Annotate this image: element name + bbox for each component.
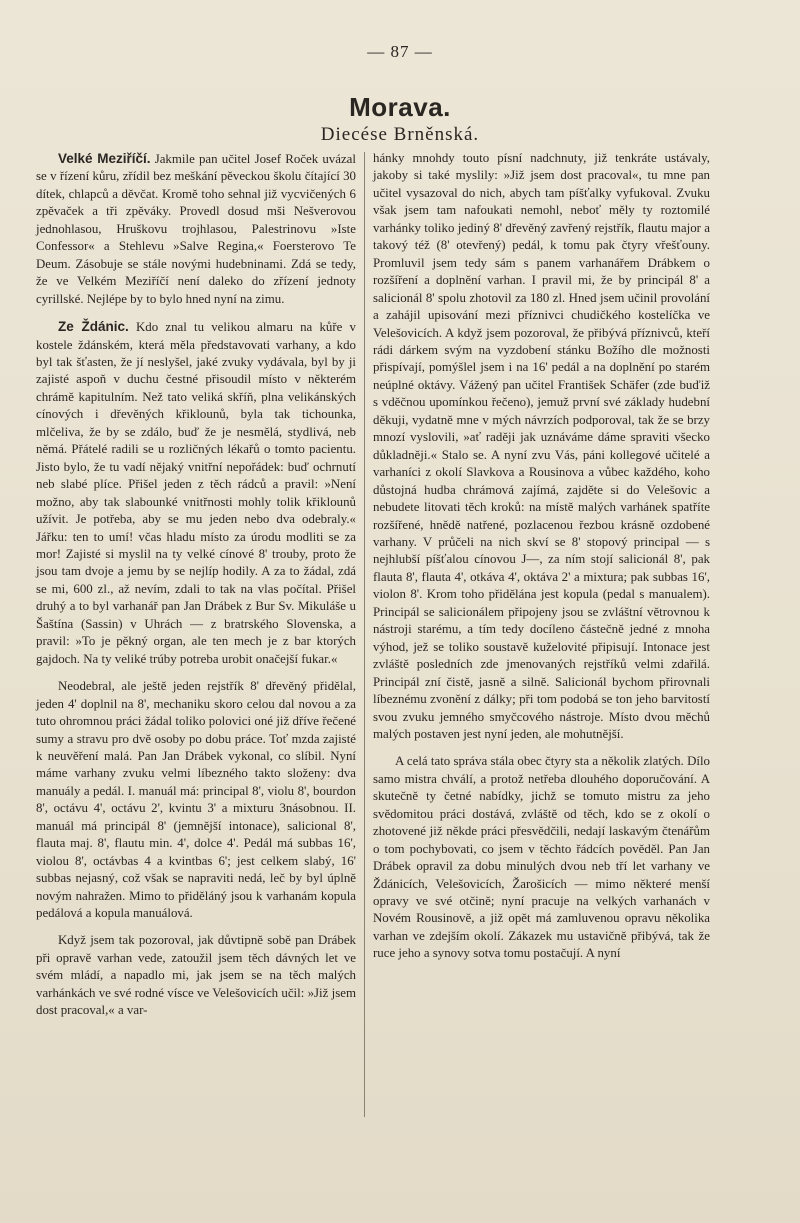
left-column — [36, 150, 356, 1020]
place-heading: Ze Ždánic. — [58, 319, 129, 335]
right-column — [373, 150, 710, 963]
paragraph-text: Neodebral, ale ještě jeden rejstřík 8' dřevěný přidělal, jeden 4' doplnil na 8', mechaniku skoro celou dal novou a za tuto ohromnou práci žádal toliko polovici oné již dříve řečené sumy a stravu pro dvě osoby po dobu práce. Toť mzda zajisté k neuvěření malá. Pan Jan Drábek vykonal, co slíbil. Nyní máme varhany zvuku velmi líbezného takto složeny: dva manuály a pedál. I. manuál má: principal 8', violu 8', bourdon 8', octávu 4', octávu 2', kvintu 3' a mixturu 3násobnou. II. manuál má principál 8' (jemnější intonace), salicional 8', flauta maj. 8', flautu min. 4', dolce 4'. Pedál má subbas 16', violou 8', octávbas 4 a kvintbas 6'; jest celkem slabý, 16' subbas nejasný, což však se napraviti nedá, leč by byl úplně novým nahražen. Mimo to přiděláný jsou k varhanám kopula pedálová a kopula manuálová. — [36, 679, 356, 921]
paragraph-text: hánky mnohdy touto písní nadchnuty, již tenkráte ustávaly, jakoby si také myslily: »Již jsem dost pracoval«, tu mne pan učitel vysazoval do nich, abych tam píšťalky vyfukoval. Zvuku však jsem tam nafoukati nemohl, neboť měly ty roztomilé varhánky toliko jediný 8' dřevěný zavřený rejstřík, flautu major a takový též (8' otevřený) pedál, k tomu pak čtyry vřešťouny. Promluvil jsem tedy sám s panem varhanářem Drábkem o rozšíření a doplnění varhan. I pravil mi, že by principál 8' a salicionál 8' spolu zhotovil za 180 zl. Hned jsem učinil provolání a zahájil upisování mezi příznivci chudičkého kostelíčka ve Velešovicích. A když jsem pozoroval, že přibývá příznivců, kteří rádi dárkem svým na vyzdobení stánku Božího dle možnosti přispívají, pomýšlel jsem i na 16' pedál a na doplnění po starém neúplné oktávy. Vážený pan učitel František Schäfer (zde buďiž s vděčnou upomínkou řečeno), jemuž první své základy hudební děkuji, vydatně mne v mých návrzích podporoval, tak že se brzy mnozí vyslovili, »ať raději jak uznáváme dáme spraviti všecko důkladněji.« Stalo se. A nyní zvu Vás, páni kollegové učitelé a varhaníci z okolí Slavkova a Rousinova a vůbec každého, koho důstojná hudba chrámová zajímá, zajděte si do Velešovic a nebudete litovati těch kroků: na místě malých varhánek spatříte rozšířené, hnědě natřené, pozlacenou řezbou krásně ozdobené varhany. V průčeli na nich skví se 8' stopový principal — s nejhlubší píšťalou cínovou J—, za ním stojí salicionál 8', pak flauta 8', flauta 4', otkáva 4', oktáva 2' a mixtura; pak subbas 16', violon 8'. Krom toho přidělána jest kopula (pedal s manualem). Principál se salicionálem připojeny jsou se zvláštní větrovnou k nástroji starému, a tím tedy docíleno částečně jedné z mnoha výhod, jež se toliko soustavě kuželovité připisují. Intonace jest zvláště posledních zde jmenovaných rejstříků velmi zdařilá. Principál zní čistě, jasně a silně. Salicionál bychom přirovnali líbeznému zvonění z dálky; při tom podobá se ton jeho barvitostí svou zvuku jemného smyčcového nástroje. Místo dvou měchů malých postaven jest nyní jeden, ale mohutnější. — [373, 151, 710, 741]
paragraph-velke-mezirici — [36, 150, 356, 308]
paragraph-text: Kdo znal tu velikou almaru na kůře v kostele ždánském, která měla představovati varhany, a kdo byl tak šťasten, že jí neslyšel, jaké zvuky vydávala, byl by ji zajisté aspoň v duchu čestné přisoudil místo v některém chrámě kapitulním. Než tato veliká skříň, plna velikánských cínových i dřevěných křiklounů, byla tak tichounka, mlčeliva, že by se zdálo, buď že je nesmělá, stydlivá, neb němá. Přátelé radili se u rozličných lékařů o tomto pacientu. Jisto bylo, že tu vadí nějaký vnitřní nepořádek: buď ochrnutí neb slabé plíce. Přišel jeden z těch rádců a pravil: »Není možno, aby tak slabounké vnitřnosti mohly tolik křiklounů užívit. Je potřeba, aby se mu jeden nebo dva odebraly.« Jářku: ten to umí! včas hladu místo za úrodu modliti se za mor! Zajisté si myslil na ty velké cínové 8' trouby, proto že jsou tam dvoje a jemu by se nejlíp hodily. A za to žádal, zdá se mi, 600 zl., až nevím, zdali to tak na vlas počítal. Přišel druhý a to byl varhanář pan Jan Drábek z Bur Sv. Mikuláše u Šaštína (Sassin) v Uhrách — z bratrského Slovenska, a pravil: »To je pěkný organ, ale ten mech je z bar ktorých gajdoch. Na ty veliké trúby potreba urobit onačejší fukar.« — [36, 320, 357, 666]
page-number: — 87 — — [367, 42, 433, 61]
paragraph-zdanice — [36, 318, 356, 668]
section-title: Morava. — [349, 92, 451, 122]
paragraph-text: Jakmile pan učitel Josef Roček uvázal se v řízení kůru, zřídil bez meškání pěveckou školu čítající 30 dítek, chlapců a děvčat. Kromě toho sehnal již vycvičených 6 zpěvaček a tři zpěváky. Provedl dosud mši Nešverovou jednohlasou, Hruškovu trojhlasou, Palestrinovu »Iste Confessor« a Stehlevu »Salve Regina,« Foersterovo Te Deum. Zásobuje se stále novými hudebninami. Zdá se tedy, že ve Velkém Meziříčí není daleko do zřízení jednoty cyrillské. Nejlépe by to bylo hned nyní na zimu. — [36, 152, 356, 306]
paragraph-text: Když jsem tak pozoroval, jak důvtipně sobě pan Drábek při opravě varhan vede, zatoužil jsem těch dávných let ve svém mládí, a napadlo mi, jak jsem se na těch malých varhánkách ve své rodné víscе ve Velešovicích učil: »Již jsem dost pracoval,« a var- — [36, 933, 356, 1018]
subsection-title: Diecése Brněnská. — [320, 124, 480, 145]
paragraph-text: A celá tato správa stála obec čtyry sta a několik zlatých. Dílo samo mistra chválí, a protož netřeba dlouhého doporučování. A skutečně ty četné nabídky, jichž se tomuto mistru za jeho svědomitou práci dostává, zvláště od těch, kdo se z okolí o zhotovené již někde práci přesvědčili, nedají laskavým čtenářům o tom pochybovati, co jsem v těchto řádcích pověděl. Pan Jan Drábek opravil za dobu minulých dvou neb tří let varhany ve Ždánicích, Velešovicích, Žarošicích — mimo některé menší opravy ve své otčině; nyní pracuje na velkých varhanách v Novém Rousinově, a již opět má zamluvenou opravu několika varhan ve zdejším okolí. Zákazek mu ustavičně přibývá, tak že ruce jeho a synovy sotva tomu postačují. A nyní — [373, 754, 710, 961]
column-divider — [364, 152, 365, 1117]
place-heading: Velké Meziříčí. — [58, 151, 151, 166]
